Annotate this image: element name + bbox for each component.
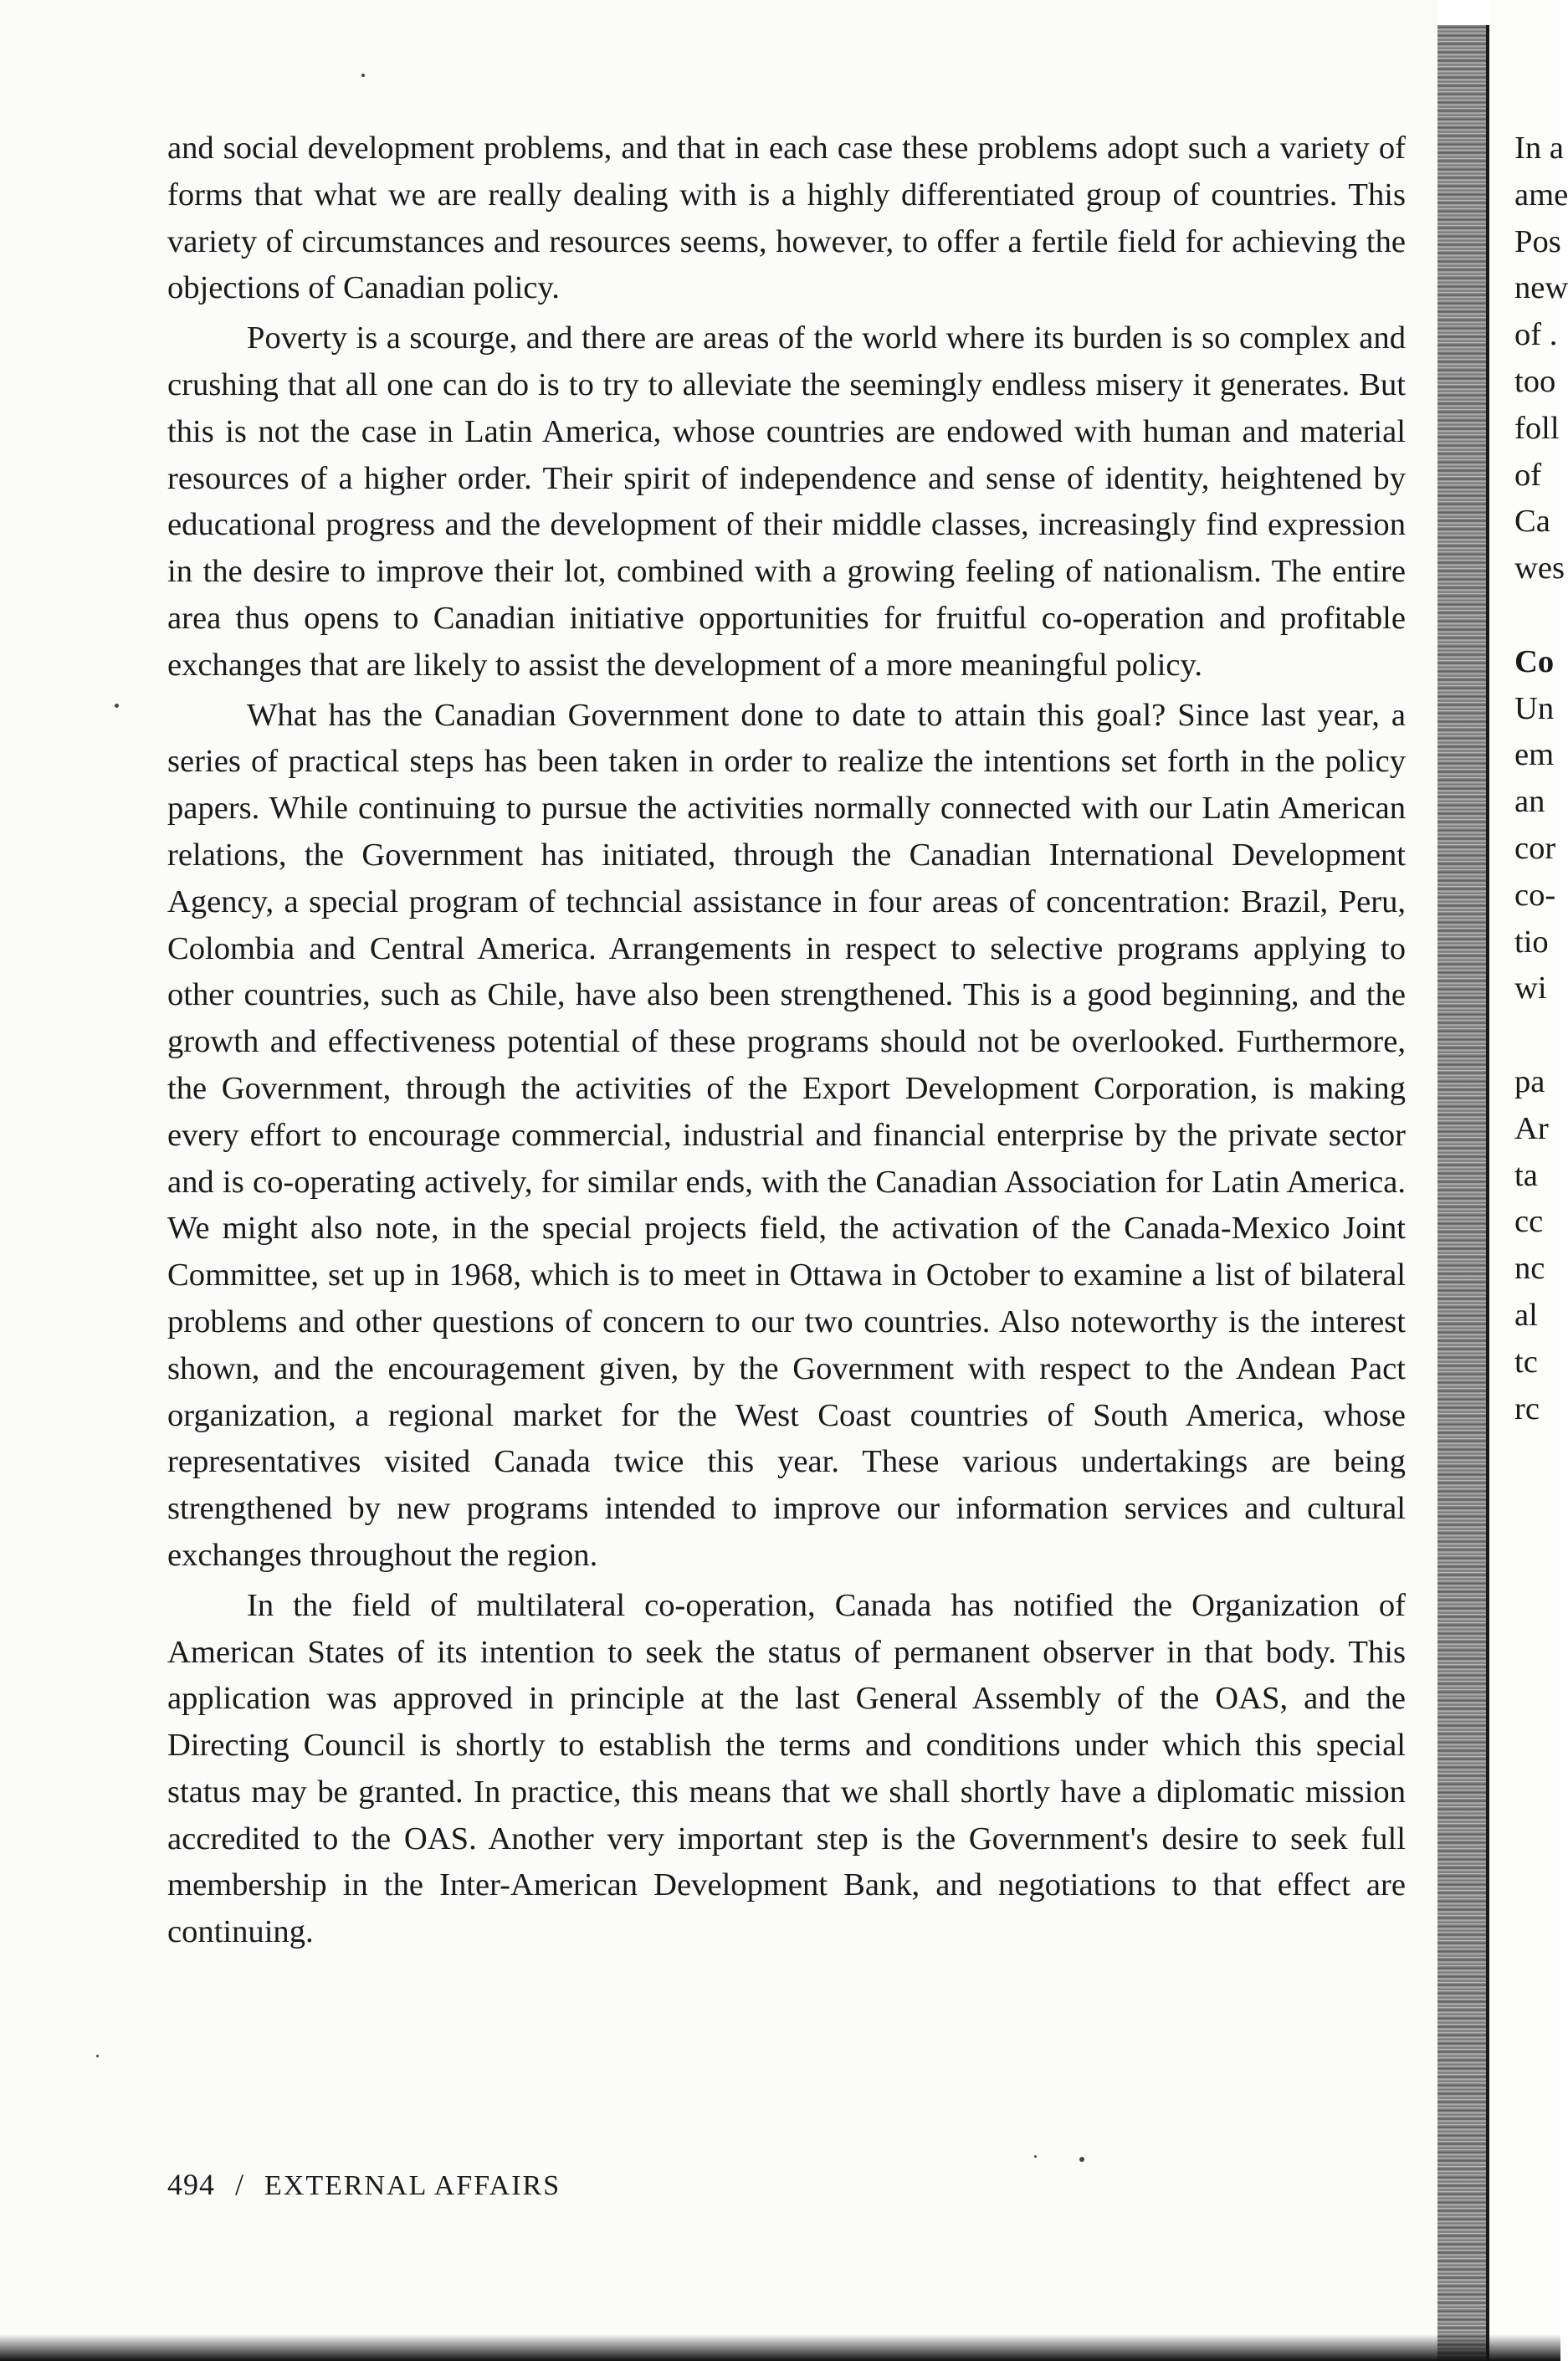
- footer-separator: /: [235, 2168, 245, 2201]
- adjacent-page-line: cor: [1514, 830, 1556, 866]
- adjacent-page-line: em: [1514, 737, 1555, 773]
- scan-bottom-shadow: [0, 2334, 1560, 2361]
- adjacent-page-line: Un: [1514, 690, 1555, 726]
- adjacent-page-line: foll: [1514, 410, 1560, 446]
- scan-speck: [96, 2055, 99, 2057]
- paragraph-2: Poverty is a scourge, and there are areas of the world where its burden is so complex and crushing that all one can do is to try to alleviate the seemingly endless misery it generates. But this is not the case in Latin America, whose countries are endowed with human and material resources of a higher order. Their spirit of independence and sense of identity, heightened by educational progress and the development of their middle classes, increasingly find expression in the desire to improve their lot, combined with a growing feeling of nationalism. The entire area thus opens to Canadian initiative opportunities for fruitful co-operation and profitable exchanges that are likely to assist the development of a more meaningful policy.: [167, 320, 1406, 683]
- adjacent-page-line: an: [1514, 784, 1545, 820]
- adjacent-page-line: ta: [1514, 1157, 1538, 1193]
- book-spine-gutter: [1437, 25, 1486, 2361]
- adjacent-page-line: Pos: [1514, 223, 1561, 259]
- adjacent-page-line: of .: [1514, 317, 1558, 353]
- adjacent-page-line: wi: [1514, 971, 1547, 1006]
- adjacent-page-line: nc: [1514, 1251, 1545, 1287]
- adjacent-page-line: [1514, 1012, 1568, 1059]
- adjacent-page-line: wes: [1514, 551, 1565, 586]
- adjacent-page: [1489, 0, 1568, 2361]
- adjacent-page-line: [1514, 592, 1568, 639]
- adjacent-page-line: al: [1514, 1297, 1538, 1333]
- paragraph-1: and social development problems, and that in each case these problems adopt such a variety of forms that what we are really dealing with is a highly differentiated group of countries. This variety of circumstances and resources seems, however, to offer a fertile field for achieving the objections of Canadian policy.: [167, 131, 1406, 306]
- page-number: 494: [167, 2168, 215, 2201]
- scan-speck: [1034, 2155, 1037, 2158]
- adjacent-page-line: tc: [1514, 1344, 1538, 1380]
- page-footer: [167, 2167, 561, 2202]
- adjacent-page-line: In a: [1514, 131, 1564, 166]
- adjacent-page-line: tio: [1514, 924, 1549, 960]
- adjacent-page-line: too: [1514, 363, 1556, 399]
- adjacent-page-line: cc: [1514, 1204, 1544, 1240]
- adjacent-page-line: ame: [1514, 177, 1568, 213]
- footer-section-title: EXTERNAL AFFAIRS: [264, 2170, 561, 2201]
- scan-speck: [361, 74, 365, 77]
- paragraph-3: What has the Canadian Government done to date to attain this goal? Since last year, a series of practical steps has been taken in order to realize the intentions set forth in the policy papers. While continuing to pursue the activities normally connected with our Latin American relations, the Government has initiated, through the Canadian International Development Agency, a special program of techncial assistance in four areas of concentration: Brazil, Peru, Colombia and Central America. Arrangements in respect to selective programs applying to other countries, such as Chile, have also been strengthened. This is a good beginning, and the growth and effectiveness potential of these programs should not be overlooked. Furthermore, the Government, through the activities of the Export Development Corporation, is making every effort to encourage commercial, industrial and financial enterprise by the private sector and is co-operating actively, for similar ends, with the Canadian Association for Latin America. We might also note, in the special projects field, the activation of the Canada-Mexico Joint Committee, set up in 1968, which is to meet in Ottawa in October to examine a list of bilateral problems and other questions of concern to our two countries. Also noteworthy is the interest shown, and the encouragement given, by the Government with respect to the Andean Pact organization, a regional market for the West Coast countries of South America, whose representatives visited Canada twice this year. These various undertakings are being strengthened by new programs intended to improve our information services and cultural exchanges throughout the region.: [167, 697, 1406, 1573]
- adjacent-page-line: Co: [1514, 643, 1555, 679]
- adjacent-page-line: rc: [1514, 1390, 1540, 1426]
- adjacent-page-line: new: [1514, 270, 1568, 306]
- adjacent-page-line: of: [1514, 457, 1542, 493]
- scan-speck: [1079, 2157, 1084, 2162]
- paragraph-4: In the field of multilateral co-operation, Canada has notified the Organization of American States of its intention to seek the status of permanent observer in that body. This application was approved in principle at the last General Assembly of the OAS, and the Directing Council is shortly to establish the terms and conditions under which this special status may be granted. In practice, this means that we shall shortly have a diplomatic mission accredited to the OAS. Another very important step is the Government's desire to seek full membership in the Inter-American Development Bank, and negotiations to that effect are continuing.: [167, 1587, 1406, 1950]
- body-text: [167, 125, 1406, 1956]
- adjacent-page-line: pa: [1514, 1063, 1545, 1099]
- adjacent-page-line: Ca: [1514, 504, 1550, 540]
- scan-speck: [115, 704, 119, 708]
- adjacent-page-line: co-: [1514, 877, 1556, 913]
- adjacent-page-line: Ar: [1514, 1110, 1549, 1146]
- adjacent-page-text: [1514, 125, 1568, 1432]
